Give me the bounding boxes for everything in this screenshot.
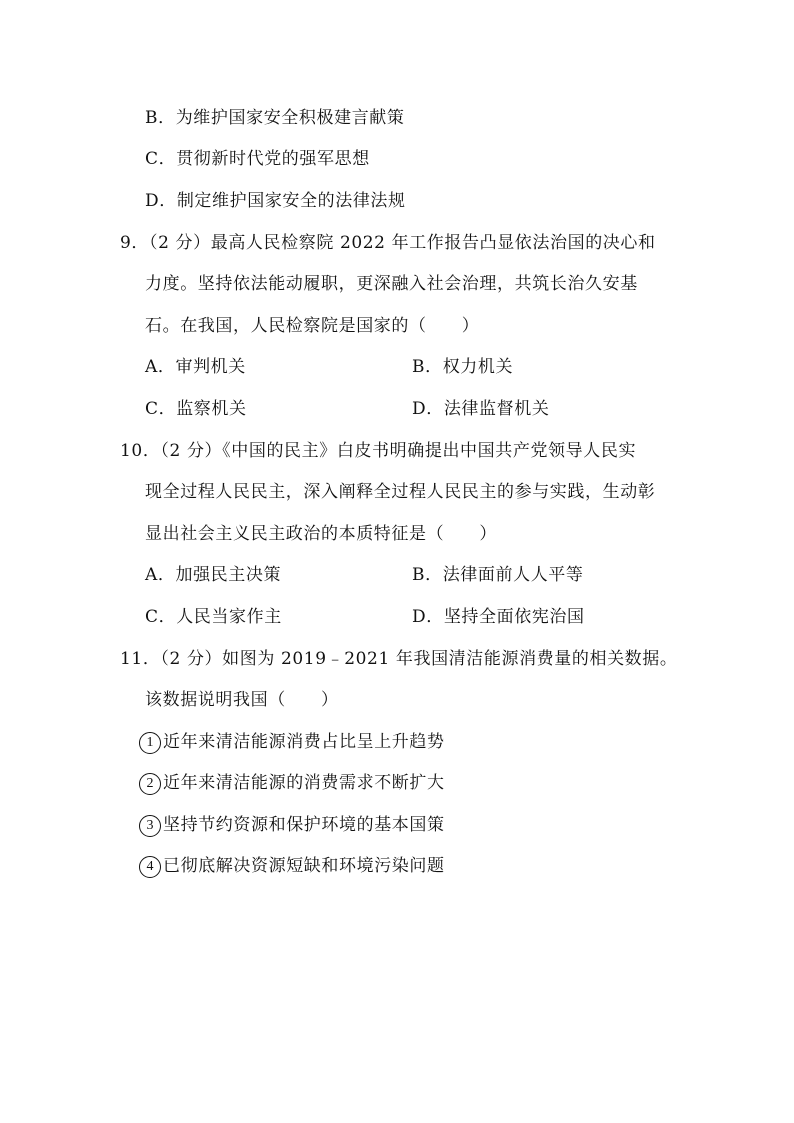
q11-statement-4 — [139, 854, 445, 878]
q8-option-d: D．制定维护国家安全的法律法规 — [145, 191, 406, 211]
q11-statement-2-text: 近年来清洁能源的消费需求不断扩大 — [163, 773, 445, 793]
q11-statement-4-text: 已彻底解决资源短缺和环境污染问题 — [163, 856, 445, 876]
q11-statement-3-text: 坚持节约资源和保护环境的基本国策 — [163, 815, 445, 835]
q10-stem-line-2: 现全过程人民民主，深入阐释全过程人民民主的参与实践，生动彰 — [145, 482, 656, 502]
circled-number-2: 2 — [139, 773, 161, 795]
q10-option-c: C．人民当家作主 — [145, 607, 282, 627]
circled-number-4: 4 — [139, 856, 161, 878]
q8-option-c: C．贯彻新时代党的强军思想 — [145, 149, 370, 169]
q11-stem-line-1: 11．（2 分）如图为 2019﹣2021 年我国清洁能源消费量的相关数据。 — [120, 649, 678, 669]
q10-option-a: A．加强民主决策 — [145, 565, 282, 585]
circled-number-1: 1 — [139, 732, 161, 754]
q9-stem-line-3: 石。在我国，人民检察院是国家的（ ） — [145, 316, 480, 336]
q10-stem-line-3: 显出社会主义民主政治的本质特征是（ ） — [145, 524, 497, 544]
q9-stem-line-1: 9．（2 分）最高人民检察院 2022 年工作报告凸显依法治国的决心和 — [120, 233, 656, 253]
q8-option-b: B．为维护国家安全积极建言献策 — [145, 108, 405, 128]
q11-statement-3 — [139, 813, 445, 837]
q11-statement-1-text: 近年来清洁能源消费占比呈上升趋势 — [163, 732, 445, 752]
circled-number-3: 3 — [139, 815, 161, 837]
q11-statement-1 — [139, 730, 445, 754]
q9-stem-line-2: 力度。坚持依法能动履职，更深融入社会治理，共筑长治久安基 — [145, 274, 638, 294]
q9-option-a: A．审判机关 — [145, 357, 246, 377]
q9-option-d: D．法律监督机关 — [412, 399, 550, 419]
q10-stem-line-1: 10．（2 分）《中国的民主》白皮书明确提出中国共产党领导人民实 — [120, 441, 637, 461]
q10-option-b: B．法律面前人人平等 — [412, 565, 584, 585]
q9-option-c: C．监察机关 — [145, 399, 247, 419]
q9-option-b: B．权力机关 — [412, 357, 514, 377]
q10-option-d: D．坚持全面依宪治国 — [412, 607, 585, 627]
q11-stem-line-2: 该数据说明我国（ ） — [145, 690, 339, 710]
q11-statement-2 — [139, 771, 445, 795]
